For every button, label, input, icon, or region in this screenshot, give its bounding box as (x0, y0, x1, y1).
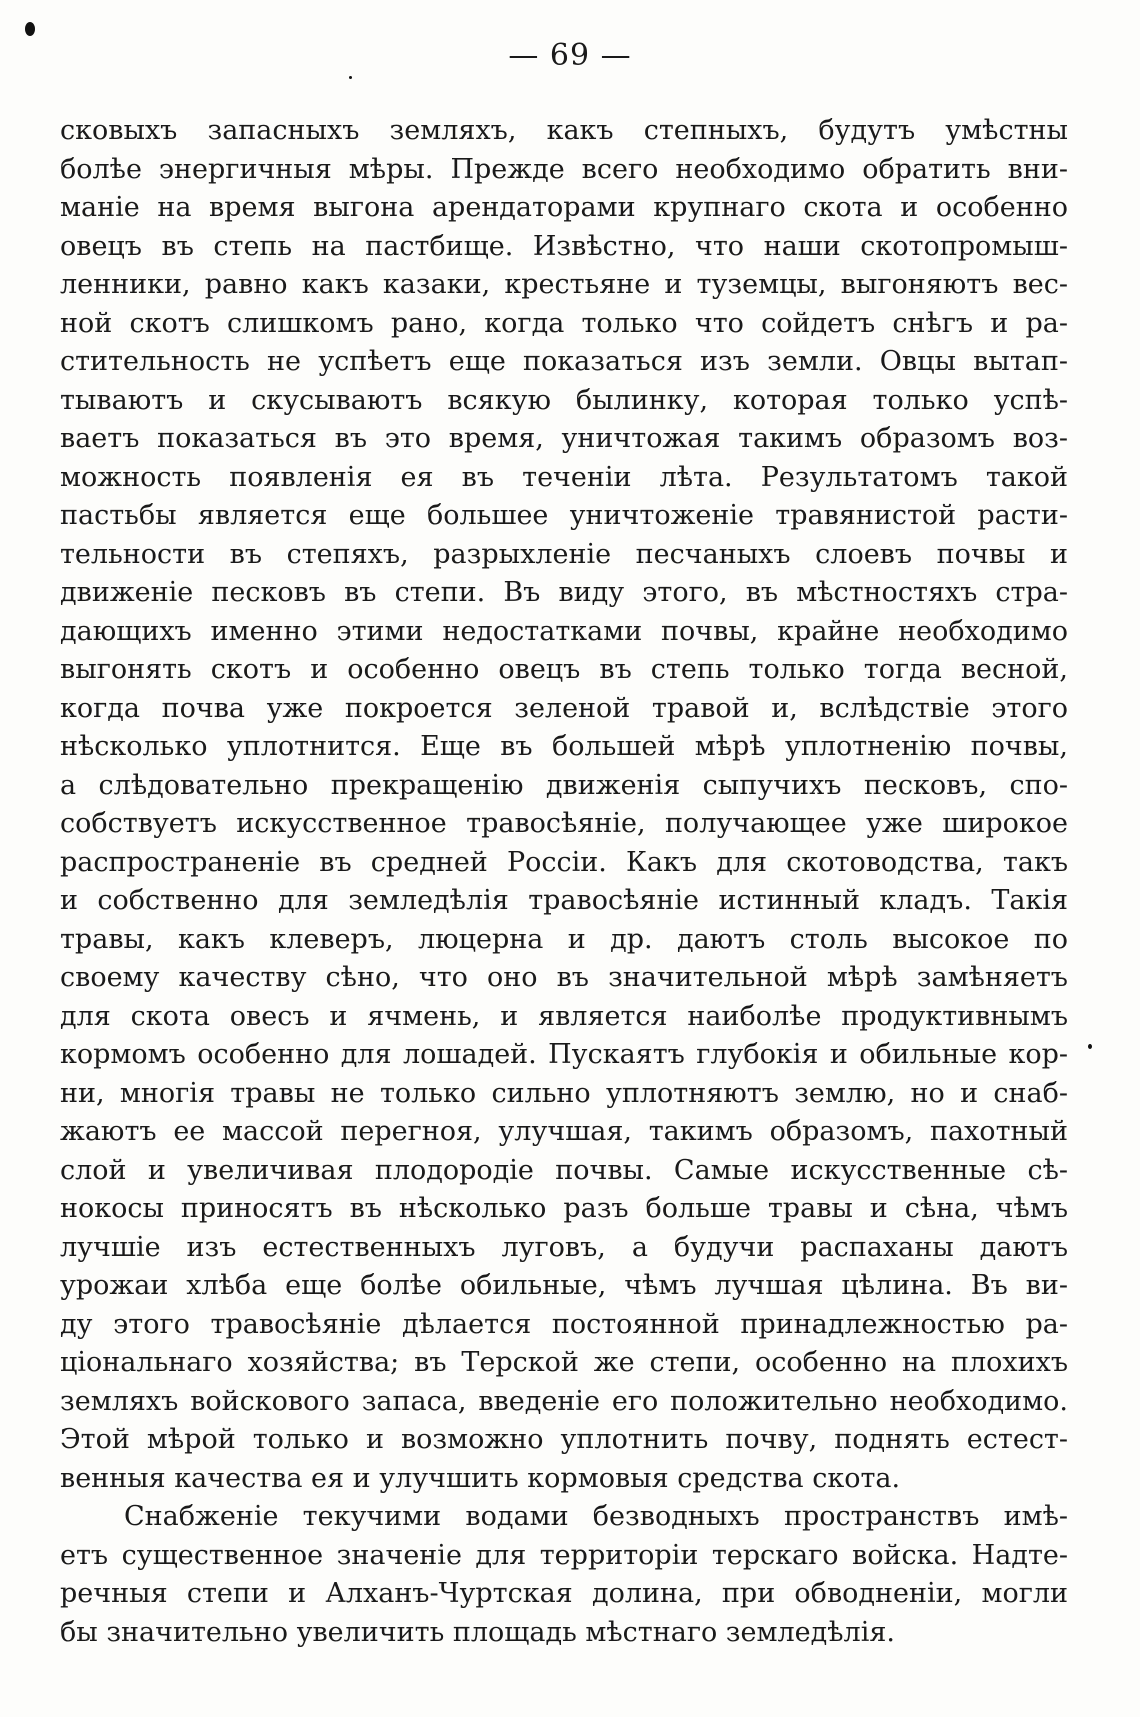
text-line: маніе на время выгона арендаторами крупнаго скота и особенно (60, 192, 1068, 223)
text-line: ленники, равно какъ казаки, крестьяне и туземцы, выгоняютъ вес- (60, 269, 1068, 300)
text-line: ду этого травосѣяніе дѣлается постоянной принадлежностью ра- (60, 1308, 1068, 1340)
text-line: стительность не успѣетъ еще показаться изъ земли. Овцы вытап- (60, 346, 1068, 377)
text-line: ной скотъ слишкомъ рано, когда только что сойдетъ снѣгъ и ра- (60, 307, 1068, 339)
text-line: Снабженіе текучими водами безводныхъ пространствъ имѣ- (124, 1501, 1068, 1532)
text-line: болѣе энергичныя мѣры. Прежде всего необходимо обратить вни- (60, 153, 1068, 185)
ink-blot-mark (25, 22, 35, 36)
text-line: собствуетъ искусственное травосѣяніе, получающее уже широкое (60, 808, 1068, 839)
ink-speck-mark (1088, 1044, 1092, 1049)
text-line: кормомъ особенно для лошадей. Пускаятъ глубокія и обильные кор- (60, 1039, 1068, 1070)
text-line: овецъ въ степь на пастбище. Извѣстно, что наши скотопромыш- (60, 230, 1068, 262)
text-line: дающихъ именно этими недостатками почвы, крайне необходимо (60, 615, 1068, 647)
text-line: можность появленія ея въ теченіи лѣта. Результатомъ такой (60, 461, 1068, 493)
text-line: своему качеству сѣно, что оно въ значительной мѣрѣ замѣняетъ (60, 962, 1068, 993)
text-line: венныя качества ея и улучшить кормовыя средства скота. (60, 1462, 901, 1494)
ink-speck-mark (349, 76, 352, 79)
text-line: нокосы приносятъ въ нѣсколько разъ больше травы и сѣна, чѣмъ (60, 1193, 1068, 1224)
text-line: речныя степи и Алханъ-Чуртская долина, при обводненіи, могли (60, 1578, 1068, 1609)
text-line: слой и увеличивая плодородіе почвы. Самые искусственные сѣ- (60, 1154, 1068, 1186)
text-line: Этой мѣрой только и возможно уплотнить почву, поднять естест- (60, 1424, 1068, 1455)
text-line: сковыхъ запасныхъ земляхъ, какъ степныхъ, будутъ умѣстны (60, 115, 1068, 146)
text-line: тельности въ степяхъ, разрыхленіе песчаныхъ слоевъ почвы и (60, 538, 1068, 570)
text-line: жаютъ ее массой перегноя, улучшая, такимъ образомъ, пахотный (60, 1116, 1068, 1147)
text-line: етъ существенное значеніе для территоріи терскаго войска. Надте- (60, 1539, 1068, 1571)
text-line: бы значительно увеличить площадь мѣстнаго земледѣлія. (60, 1616, 895, 1648)
text-line: лучшіе изъ естественныхъ луговъ, а будучи распаханы даютъ (60, 1231, 1068, 1263)
text-line: тываютъ и скусываютъ всякую былинку, которая только успѣ- (60, 384, 1068, 416)
text-line: земляхъ войскового запаса, введеніе его положительно необходимо. (60, 1385, 1068, 1417)
text-line: пастьбы является еще большее уничтоженіе травянистой расти- (60, 500, 1068, 531)
text-line: а слѣдовательно прекращенію движенія сыпучихъ песковъ, спо- (60, 769, 1068, 801)
text-line: и собственно для земледѣлія травосѣяніе истинный кладъ. Такія (60, 885, 1068, 916)
text-line: движеніе песковъ въ степи. Въ виду этого, въ мѣстностяхъ стра- (60, 577, 1068, 608)
text-line: нѣсколько уплотнится. Еще въ большей мѣрѣ уплотненію почвы, (60, 731, 1068, 762)
text-line: урожаи хлѣба еще болѣе обильные, чѣмъ лучшая цѣлина. Въ ви- (60, 1270, 1068, 1301)
text-line: для скота овесъ и ячмень, и является наиболѣе продуктивнымъ (60, 1000, 1068, 1032)
text-line: травы, какъ клеверъ, люцерна и др. даютъ столь высокое по (60, 923, 1068, 955)
text-line: распространеніе въ средней Россіи. Какъ для скотоводства, такъ (60, 846, 1068, 878)
page-number: — 69 — (508, 38, 632, 73)
text-line: ваетъ показаться въ это время, уничтожая такимъ образомъ воз- (60, 423, 1068, 454)
text-line: выгонять скотъ и особенно овецъ въ степь только тогда весной, (60, 654, 1068, 685)
text-line: ни, многія травы не только сильно уплотняютъ землю, но и снаб- (60, 1077, 1068, 1109)
text-line: когда почва уже покроется зеленой травой и, вслѣдствіе этого (60, 692, 1068, 724)
body-text (60, 112, 1068, 1652)
text-line: ціональнаго хозяйства; въ Терской же степи, особенно на плохихъ (60, 1347, 1068, 1378)
